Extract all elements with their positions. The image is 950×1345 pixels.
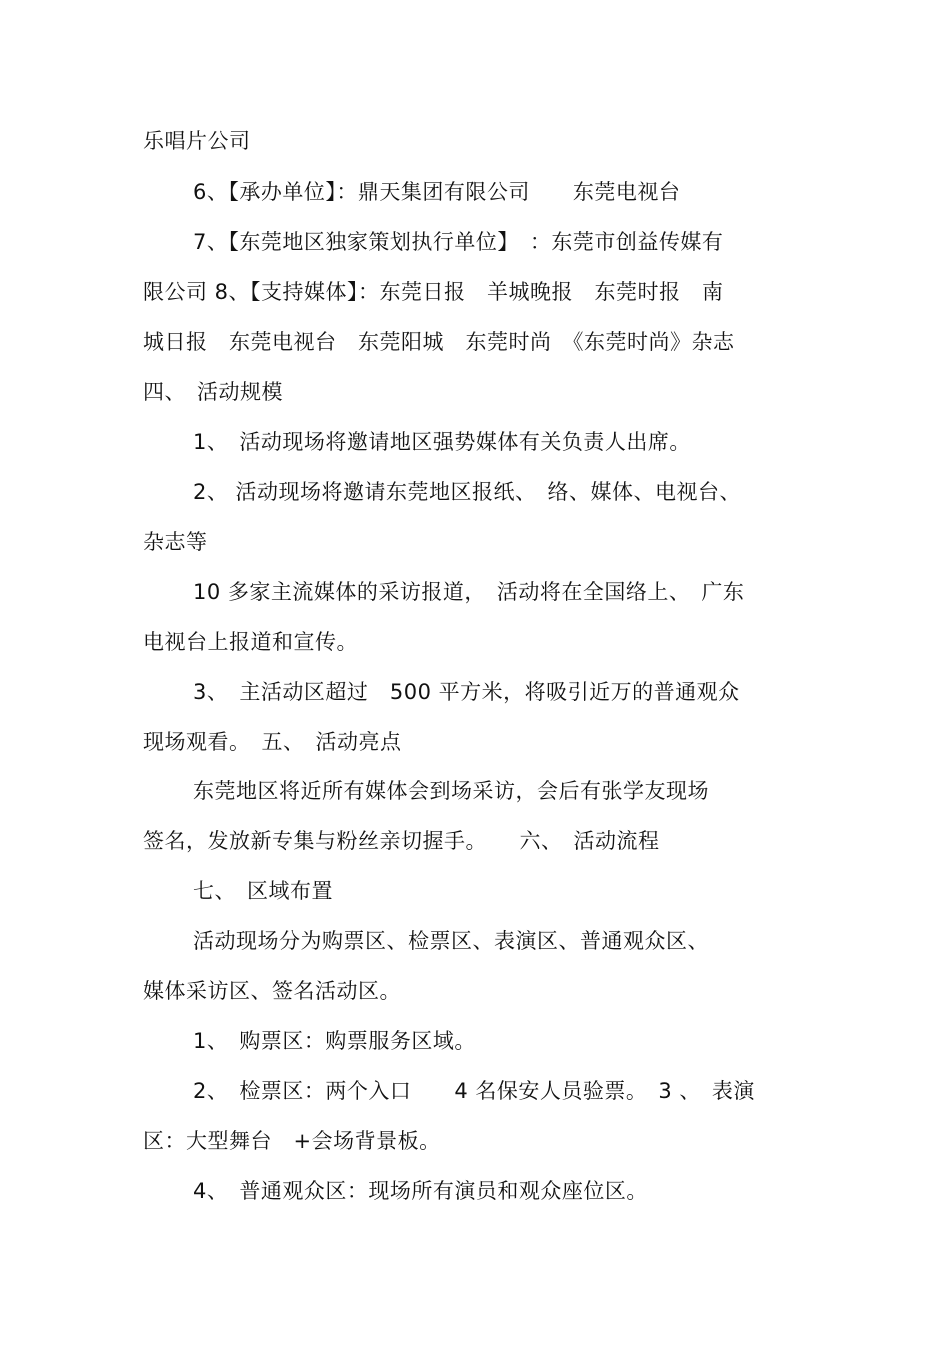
- text-line-9: 杂志等: [143, 530, 208, 554]
- text-line-14: 东莞地区将近所有媒体会到场采访，会后有张学友现场: [193, 779, 709, 803]
- text-line-18: 媒体采访区、签名活动区。: [143, 979, 401, 1003]
- section-heading-scale: 四、 活动规模: [143, 380, 283, 404]
- text-line-2: 6、【承办单位】：鼎天集团有限公司 东莞电视台: [193, 180, 681, 204]
- text-line-4: 限公司 8、【支持媒体】：东莞日报 羊城晚报 东莞时报 南: [143, 280, 724, 304]
- text-line-7: 1、 活动现场将邀请地区强势媒体有关负责人出席。: [193, 430, 691, 454]
- section-heading-layout: 七、 区域布置: [193, 879, 333, 903]
- text-line-8: 2、 活动现场将邀请东莞地区报纸、 络、媒体、电视台、: [193, 480, 742, 504]
- text-line-17: 活动现场分为购票区、检票区、表演区、普通观众区、: [193, 929, 709, 953]
- text-line-21: 区：大型舞台 +会场背景板。: [143, 1129, 441, 1153]
- text-line-5: 城日报 东莞电视台 东莞阳城 东莞时尚 《东莞时尚》杂志: [143, 330, 735, 354]
- text-line-12: 3、 主活动区超过 500 平方米，将吸引近万的普通观众: [193, 680, 740, 704]
- text-line-1: 乐唱片公司: [143, 129, 251, 153]
- section-heading-process: 签名，发放新专集与粉丝亲切握手。 六、 活动流程: [143, 829, 660, 853]
- text-line-22: 4、 普通观众区：现场所有演员和观众座位区。: [193, 1179, 648, 1203]
- text-line-3: 7、【东莞地区独家策划执行单位】 ：东莞市创益传媒有: [193, 230, 724, 254]
- section-heading-highlights: 现场观看。 五、 活动亮点: [143, 730, 402, 754]
- text-line-20: 2、 检票区：两个入口 4 名保安人员验票。 3 、 表演: [193, 1079, 755, 1103]
- text-line-11: 电视台上报道和宣传。: [143, 630, 358, 654]
- text-line-10: 10 多家主流媒体的采访报道， 活动将在全国络上、 广东: [193, 580, 745, 604]
- text-line-19: 1、 购票区：购票服务区域。: [193, 1029, 476, 1053]
